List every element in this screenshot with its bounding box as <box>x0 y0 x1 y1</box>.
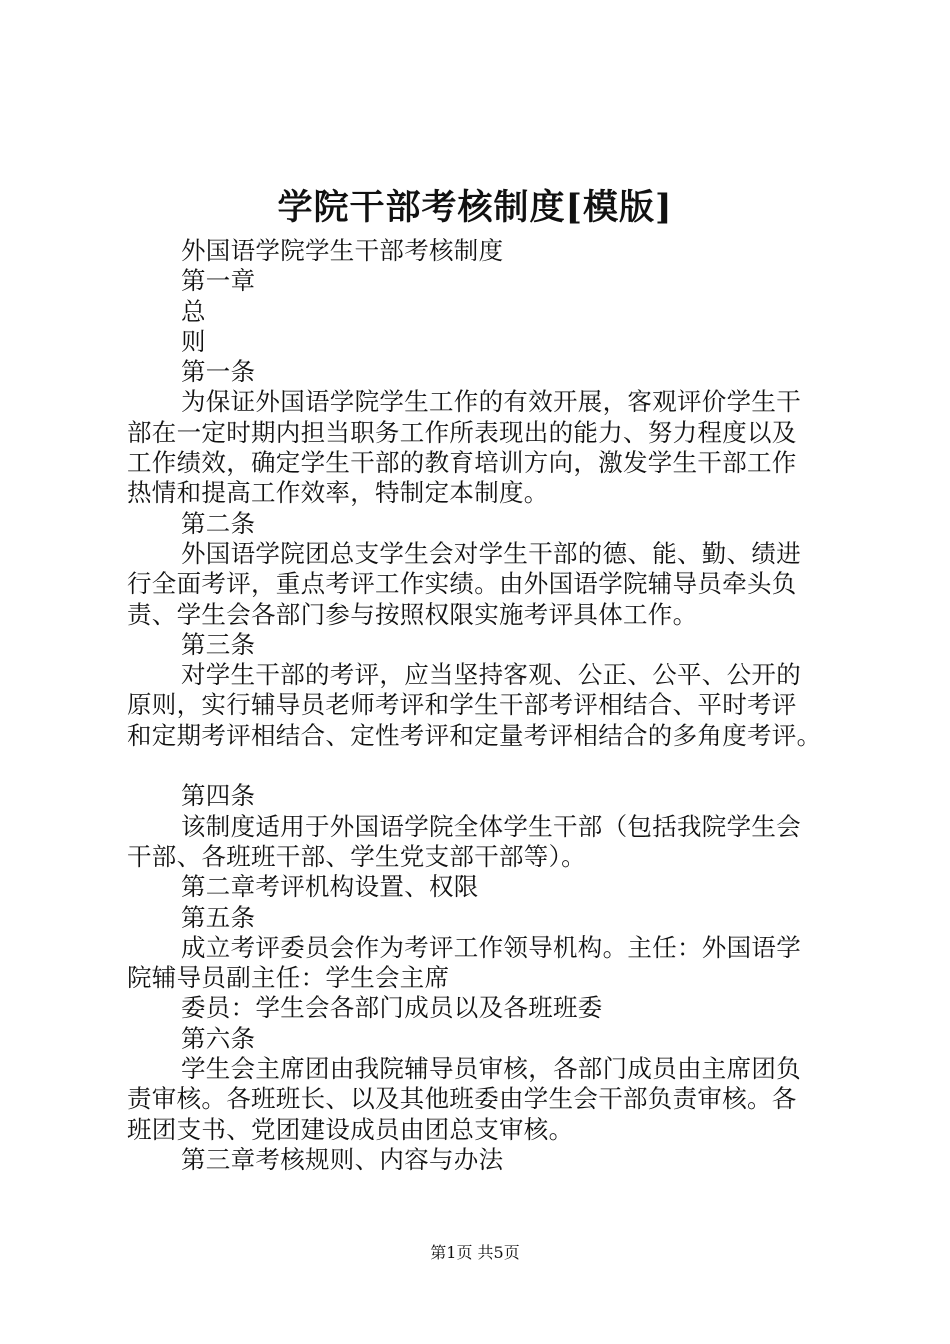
paragraph-line: 外国语学院学生干部考核制度 <box>181 236 504 265</box>
page-footer: 第1页 共5页 <box>430 1243 520 1262</box>
paragraph-line: 该制度适用于外国语学院全体学生干部（包括我院学生会 <box>181 811 801 841</box>
paragraph-line: 工作绩效，确定学生干部的教育培训方向，激发学生干部工作 <box>127 448 797 478</box>
paragraph-line: 责、学生会各部门参与按照权限实施考评具体工作。 <box>127 599 698 629</box>
blank-line <box>127 751 837 781</box>
paragraph-line: 院辅导员副主任：学生会主席 <box>127 963 450 993</box>
paragraph-line: 第六条 <box>181 1023 256 1053</box>
paragraph-line: 热情和提高工作效率，特制定本制度。 <box>127 478 549 508</box>
paragraph-line: 和定期考评相结合、定性考评和定量考评相结合的多角度考评。 <box>127 720 822 750</box>
paragraph-line: 第三条 <box>181 629 256 659</box>
paragraph-line: 外国语学院团总支学生会对学生干部的德、能、勤、绩进 <box>181 538 801 568</box>
paragraph-line: 第一条 <box>181 357 256 387</box>
paragraph-line: 责审核。各班班长、以及其他班委由学生会干部负责审核。各 <box>127 1084 797 1114</box>
paragraph-line: 则 <box>181 326 206 356</box>
paragraph-line: 成立考评委员会作为考评工作领导机构。主任：外国语学 <box>181 932 801 962</box>
document-title: 学院干部考核制度[模版] <box>277 187 673 228</box>
paragraph-line: 班团支书、党团建设成员由团总支审核。 <box>127 1114 574 1144</box>
paragraph-line: 学生会主席团由我院辅导员审核，各部门成员由主席团负 <box>181 1054 801 1084</box>
paragraph-line: 对学生干部的考评，应当坚持客观、公正、公平、公开的 <box>181 660 801 690</box>
paragraph-line: 第三章考核规则、内容与办法 <box>181 1144 504 1174</box>
paragraph-line: 总 <box>181 296 206 326</box>
paragraph-line: 部在一定时期内担当职务工作所表现出的能力、努力程度以及 <box>127 417 797 447</box>
paragraph-line: 第二条 <box>181 508 256 538</box>
paragraph-line: 第一章 <box>181 266 256 296</box>
paragraph-line: 第四条 <box>181 781 256 811</box>
paragraph-line: 第二章考评机构设置、权限 <box>181 872 479 902</box>
paragraph-line: 第五条 <box>181 902 256 932</box>
paragraph-line: 原则，实行辅导员老师考评和学生干部考评相结合、平时考评 <box>127 690 797 720</box>
paragraph-line: 为保证外国语学院学生工作的有效开展，客观评价学生干 <box>181 387 801 417</box>
paragraph-line: 委员：学生会各部门成员以及各班班委 <box>181 993 603 1023</box>
document-body <box>127 236 837 1175</box>
paragraph-line: 干部、各班班干部、学生党支部干部等）。 <box>127 841 586 871</box>
paragraph-line: 行全面考评，重点考评工作实绩。由外国语学院辅导员牵头负 <box>127 569 797 599</box>
